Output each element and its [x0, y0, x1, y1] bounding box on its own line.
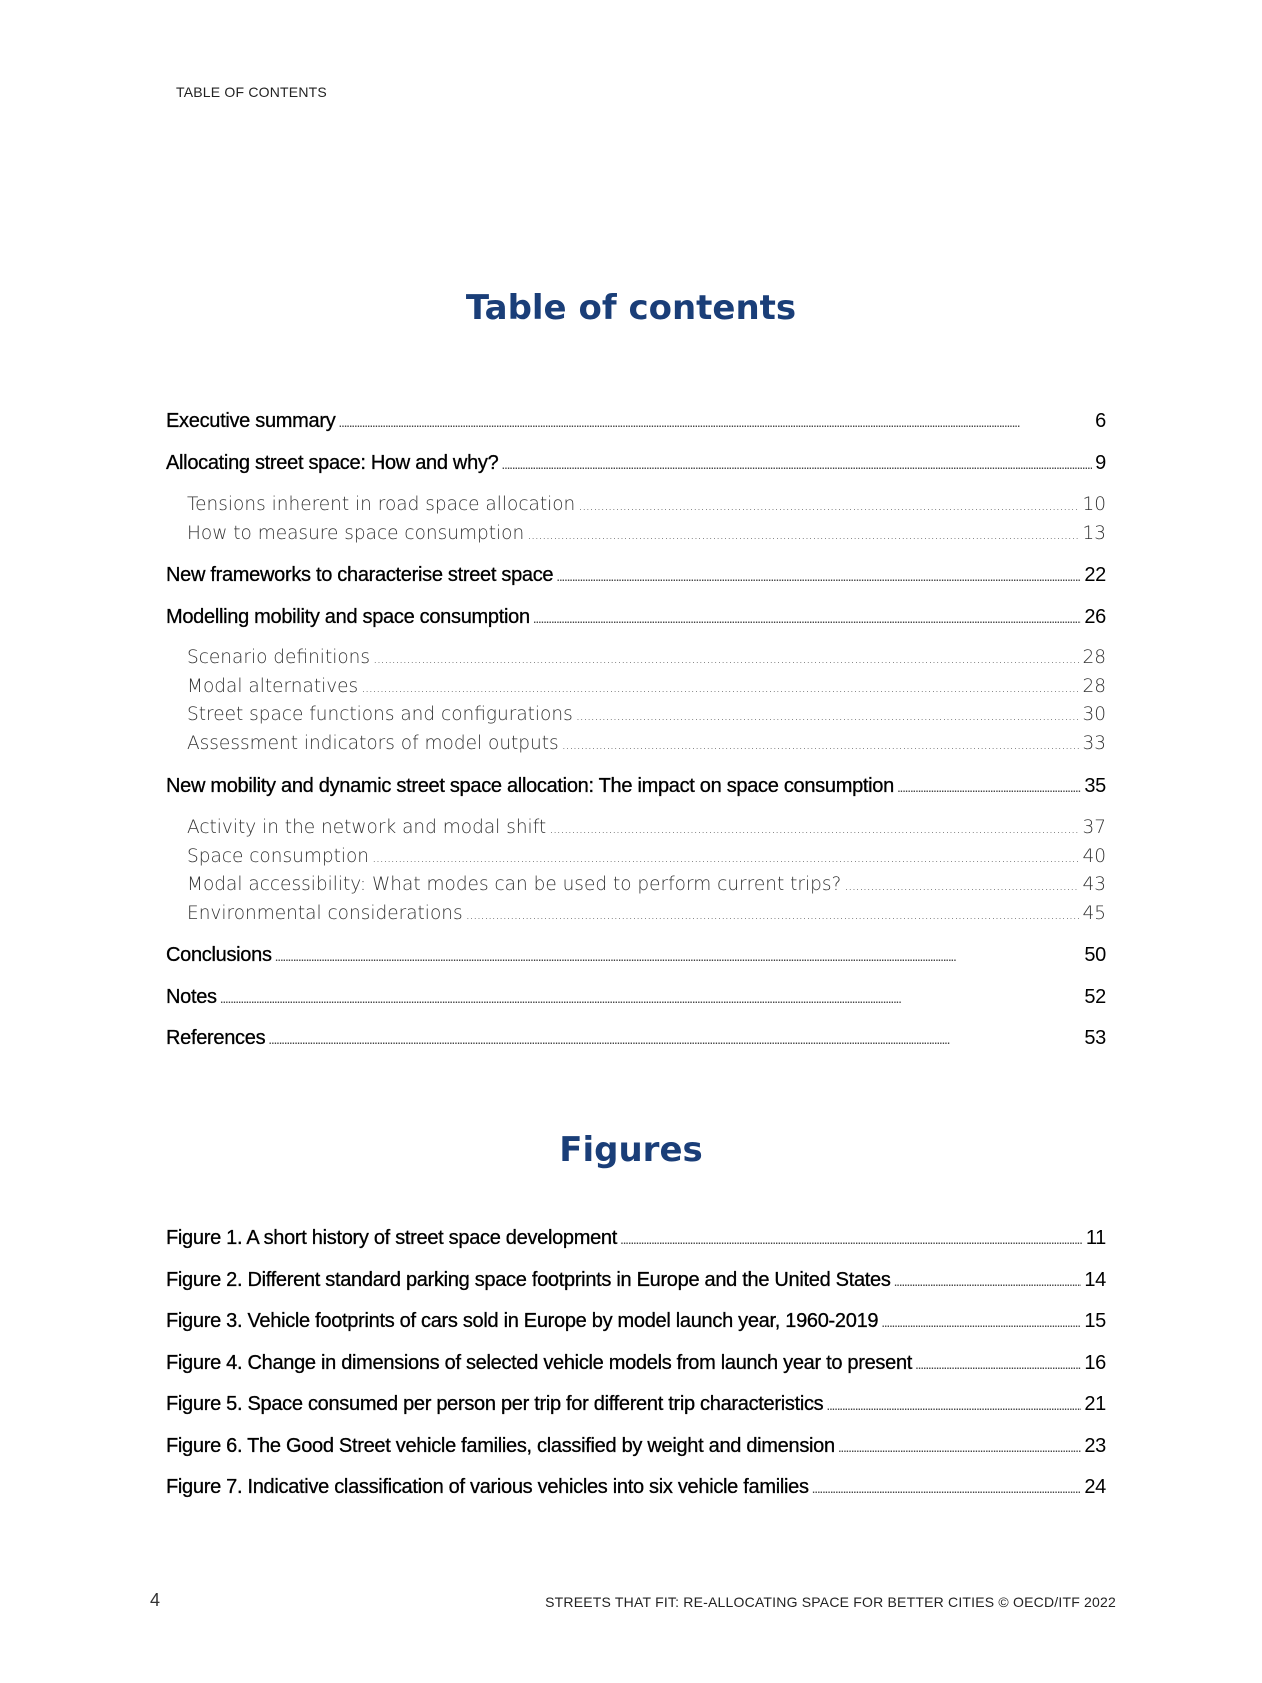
dot-leader — [220, 986, 1082, 1009]
toc-entry-label: Tensions inherent in road space allocation — [187, 494, 576, 515]
toc-entry-label: Conclusions — [166, 944, 272, 966]
figure-entry-label: Figure 7. Indicative classification of various vehicles into six vehicle families — [166, 1476, 809, 1498]
figure-entry-3[interactable] — [166, 1310, 1106, 1333]
toc-entry-page: 52 — [1084, 986, 1106, 1008]
figure-entry-6[interactable] — [166, 1435, 1106, 1458]
toc-subentry-modal-alternatives[interactable] — [187, 676, 1106, 697]
toc-entry-page: 43 — [1082, 874, 1106, 895]
figure-entry-7[interactable] — [166, 1476, 1106, 1499]
dot-leader — [562, 733, 1080, 754]
toc-subentry-measure-space[interactable] — [187, 523, 1106, 544]
toc-subentry-scenario-definitions[interactable] — [187, 647, 1106, 668]
toc-entry-page: 13 — [1082, 523, 1106, 544]
toc-entry-page: 40 — [1082, 846, 1106, 867]
toc-entry-page: 10 — [1082, 494, 1106, 515]
toc-entry-label: Allocating street space: How and why? — [166, 452, 499, 474]
toc-entry-label: Modelling mobility and space consumption — [166, 606, 530, 628]
toc-entry-label: Space consumption — [187, 846, 370, 867]
toc-entry-label: Environmental considerations — [187, 903, 463, 924]
dot-leader — [338, 410, 1092, 433]
figure-entry-2[interactable] — [166, 1269, 1106, 1292]
dot-leader — [838, 1435, 1082, 1458]
toc-subentry-environmental[interactable] — [187, 903, 1106, 924]
toc-entry-label: Street space functions and configurations — [187, 704, 573, 725]
toc-entry-page: 53 — [1084, 1027, 1106, 1049]
toc-entry-page: 6 — [1095, 410, 1106, 432]
dot-leader — [372, 846, 1079, 867]
toc-title: Table of contents — [465, 288, 797, 328]
toc-entry-label: New frameworks to characterise street space — [166, 564, 554, 586]
toc-entry-new-mobility[interactable] — [166, 775, 1106, 798]
toc-entry-page: 50 — [1084, 944, 1106, 966]
dot-leader — [466, 903, 1080, 924]
running-header: TABLE OF CONTENTS — [176, 84, 327, 100]
figure-entry-label: Figure 4. Change in dimensions of selected vehicle models from launch year to present — [166, 1352, 913, 1374]
dot-leader — [361, 676, 1079, 697]
figure-entry-page: 14 — [1084, 1269, 1106, 1291]
dot-leader — [578, 494, 1079, 515]
figure-entry-label: Figure 2. Different standard parking space footprints in Europe and the United States — [166, 1269, 891, 1291]
page-number: 4 — [150, 1590, 161, 1610]
toc-entry-executive-summary[interactable] — [166, 410, 1106, 433]
figure-entry-page: 11 — [1085, 1227, 1106, 1249]
figure-entry-label: Figure 3. Vehicle footprints of cars sold in Europe by model launch year, 1960-2019 — [166, 1310, 879, 1332]
dot-leader — [844, 874, 1079, 895]
dot-leader — [881, 1310, 1081, 1333]
figure-entry-4[interactable] — [166, 1352, 1106, 1375]
dot-leader — [894, 1269, 1082, 1292]
toc-subentry-modal-accessibility[interactable] — [187, 874, 1106, 895]
figure-entry-page: 23 — [1084, 1435, 1106, 1457]
toc-entry-modelling-mobility[interactable] — [166, 606, 1106, 629]
dot-leader — [897, 775, 1081, 798]
toc-subentry-street-space-functions[interactable] — [187, 704, 1106, 725]
toc-entry-label: Modal alternatives — [187, 676, 359, 697]
toc-entry-new-frameworks[interactable] — [166, 564, 1106, 587]
toc-entry-allocating-street-space[interactable] — [166, 452, 1106, 475]
toc-entry-label: New mobility and dynamic street space allocation: The impact on space consumption — [166, 775, 894, 797]
toc-entry-page: 9 — [1095, 452, 1106, 474]
figure-entry-page: 16 — [1084, 1352, 1106, 1374]
toc-subentry-activity-network[interactable] — [187, 817, 1106, 838]
dot-leader — [556, 564, 1081, 587]
toc-entry-label: Activity in the network and modal shift — [187, 817, 547, 838]
dot-leader — [373, 647, 1079, 668]
toc-entry-label: How to measure space consumption — [187, 523, 525, 544]
dot-leader — [549, 817, 1079, 838]
dot-leader — [812, 1476, 1082, 1499]
toc-entry-label: Scenario definitions — [187, 647, 371, 668]
toc-entry-label: Executive summary — [166, 410, 336, 432]
dot-leader — [275, 944, 1082, 967]
toc-subentry-tensions[interactable] — [187, 494, 1106, 515]
figure-entry-label: Figure 6. The Good Street vehicle families, classified by weight and dimension — [166, 1435, 835, 1457]
toc-entry-label: Assessment indicators of model outputs — [187, 733, 559, 754]
figure-entry-page: 21 — [1084, 1393, 1106, 1415]
dot-leader — [268, 1027, 1081, 1050]
toc-entry-page: 28 — [1082, 676, 1106, 697]
dot-leader — [501, 452, 1092, 475]
toc-entry-label: Notes — [166, 986, 217, 1008]
figure-entry-1[interactable] — [166, 1227, 1106, 1250]
toc-entry-page: 22 — [1084, 564, 1106, 586]
dot-leader — [576, 704, 1080, 725]
toc-entry-label: Modal accessibility: What modes can be used to perform current trips? — [187, 874, 842, 895]
toc-subentry-assessment-indicators[interactable] — [187, 733, 1106, 754]
dot-leader — [527, 523, 1079, 544]
toc-entry-page: 45 — [1082, 903, 1106, 924]
toc-entry-page: 30 — [1082, 704, 1106, 725]
dot-leader — [915, 1352, 1081, 1375]
figure-entry-label: Figure 1. A short history of street space development — [166, 1227, 618, 1249]
figure-entry-5[interactable] — [166, 1393, 1106, 1416]
dot-leader — [826, 1393, 1081, 1416]
figure-entry-label: Figure 5. Space consumed per person per trip for different trip characteristics — [166, 1393, 824, 1415]
toc-entry-conclusions[interactable] — [166, 944, 1106, 967]
toc-entry-label: References — [166, 1027, 266, 1049]
dot-leader — [620, 1227, 1083, 1250]
toc-entry-page: 28 — [1082, 647, 1106, 668]
toc-entry-references[interactable] — [166, 1027, 1106, 1050]
toc-subentry-space-consumption[interactable] — [187, 846, 1106, 867]
toc-entry-page: 37 — [1082, 817, 1106, 838]
figures-title: Figures — [559, 1130, 703, 1170]
toc-entry-page: 33 — [1082, 733, 1106, 754]
toc-entry-page: 35 — [1084, 775, 1106, 797]
figure-entry-page: 15 — [1084, 1310, 1106, 1332]
toc-entry-page: 26 — [1084, 606, 1106, 628]
toc-entry-notes[interactable] — [166, 986, 1106, 1009]
publication-footer: STREETS THAT FIT: RE-ALLOCATING SPACE FOR BETTER CITIES © OECD/ITF 2022 — [545, 1594, 1116, 1610]
figure-entry-page: 24 — [1084, 1476, 1106, 1498]
dot-leader — [533, 606, 1082, 629]
